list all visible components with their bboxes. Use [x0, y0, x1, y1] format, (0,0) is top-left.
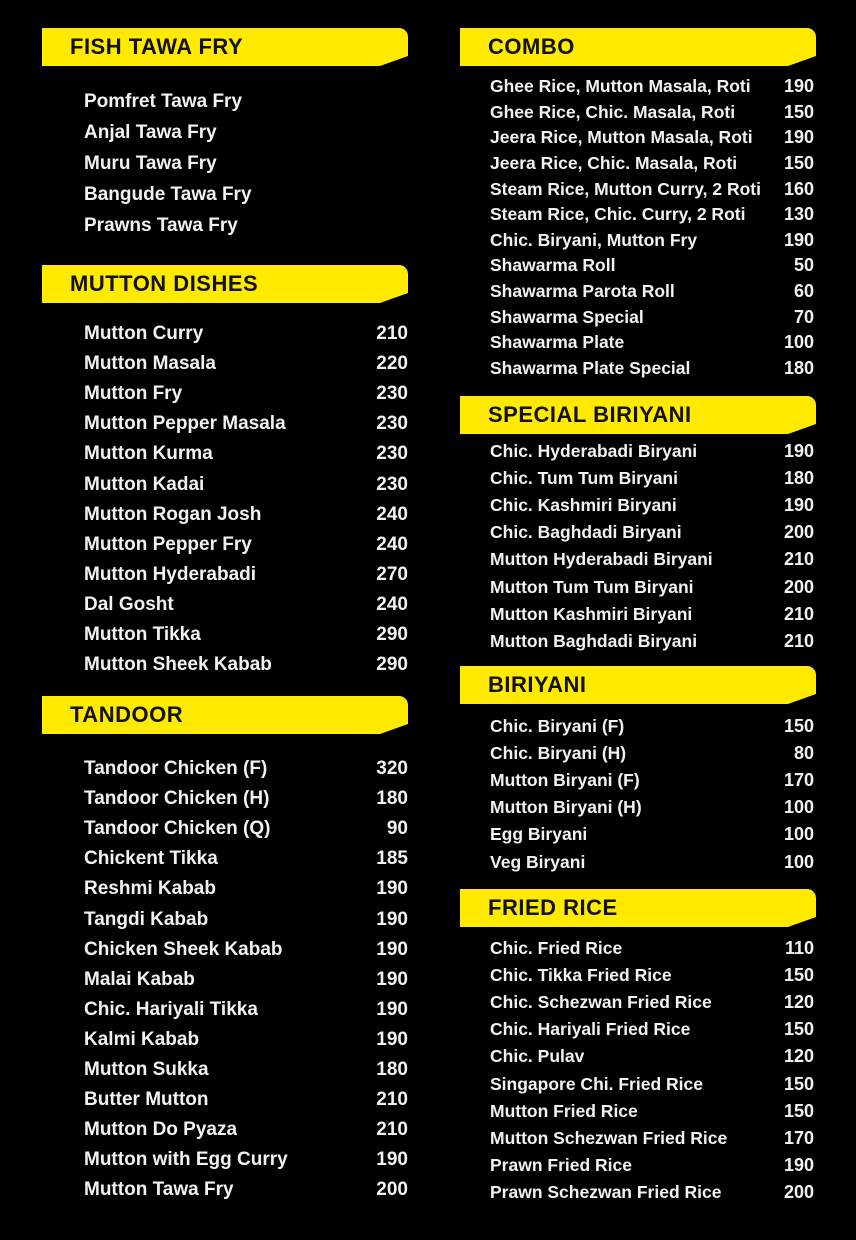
- menu-item: [42, 148, 408, 179]
- menu-item: [460, 100, 816, 126]
- menu-item-name: Mutton Pepper Fry: [84, 533, 252, 555]
- menu-item-name: Tandoor Chicken (F): [84, 758, 268, 780]
- menu-item-name: Chic. Tum Tum Biryani: [490, 468, 678, 489]
- menu-item-name: Tangdi Kabab: [84, 908, 209, 930]
- menu-item-price: 120: [783, 992, 814, 1013]
- menu-item: [42, 935, 408, 965]
- menu-item-price: 150: [783, 1100, 814, 1121]
- menu-item-price: 190: [783, 127, 814, 148]
- menu-item-price: 190: [783, 1154, 814, 1175]
- section-combo: [460, 28, 816, 381]
- menu-item-price: 150: [783, 101, 814, 122]
- menu-item: [460, 1016, 816, 1043]
- item-list: [460, 704, 816, 876]
- menu-item: [460, 1179, 816, 1206]
- menu-item: [460, 465, 816, 492]
- menu-item: [460, 202, 816, 228]
- menu-item: [460, 438, 816, 465]
- menu-item-name: Prawns Tawa Fry: [84, 215, 238, 237]
- menu-item-price: 190: [376, 908, 408, 930]
- menu-item-price: 150: [783, 716, 814, 737]
- section-title: SPECIAL BIRIYANI: [460, 396, 816, 434]
- menu-item-name: Jeera Rice, Chic. Masala, Roti: [490, 153, 738, 174]
- menu-item-price: 180: [376, 788, 408, 810]
- menu-item-price: 170: [783, 1127, 814, 1148]
- menu-item-name: Muru Tawa Fry: [84, 152, 217, 174]
- menu-item-price: 200: [376, 1179, 408, 1201]
- item-list: [42, 303, 408, 680]
- section-fish-tawa-fry: [42, 28, 408, 242]
- section-biriyani: [460, 666, 816, 876]
- menu-item-name: Chic. Hariyali Tikka: [84, 998, 258, 1020]
- menu-item: [42, 784, 408, 814]
- menu-item-price: 320: [376, 758, 408, 780]
- menu-item-name: Chic. Hyderabadi Biryani: [490, 441, 698, 462]
- menu-item: [460, 962, 816, 989]
- menu-item: [460, 1043, 816, 1070]
- menu-item: [42, 560, 408, 590]
- menu-item-name: Chic. Kashmiri Biryani: [490, 495, 677, 516]
- menu-item-name: Chic. Tikka Fried Rice: [490, 965, 672, 986]
- menu-item: [460, 74, 816, 100]
- menu-item-price: 220: [376, 353, 408, 375]
- menu-item-name: Tandoor Chicken (Q): [84, 818, 271, 840]
- menu-item: [42, 211, 408, 242]
- menu-item-name: Ghee Rice, Chic. Masala, Roti: [490, 101, 736, 122]
- menu-item-price: 90: [386, 818, 408, 840]
- menu-item: [42, 379, 408, 409]
- menu-item: [460, 1152, 816, 1179]
- menu-item-price: 190: [376, 938, 408, 960]
- menu-item: [460, 279, 816, 305]
- menu-item: [460, 125, 816, 151]
- menu-item-name: Jeera Rice, Mutton Masala, Roti: [490, 127, 753, 148]
- item-list: [460, 434, 816, 655]
- menu-item-name: Tandoor Chicken (H): [84, 788, 270, 810]
- menu-item: [460, 492, 816, 519]
- section-title: FISH TAWA FRY: [42, 28, 408, 66]
- menu-item-price: 70: [793, 306, 814, 327]
- menu-item-name: Kalmi Kabab: [84, 1028, 200, 1050]
- menu-item: [460, 628, 816, 655]
- menu-item-name: Mutton Fried Rice: [490, 1100, 638, 1121]
- section-title: BIRIYANI: [460, 666, 816, 704]
- menu-item-price: 270: [376, 563, 408, 585]
- menu-item: [460, 253, 816, 279]
- menu-item: [42, 349, 408, 379]
- menu-item-price: 150: [783, 153, 814, 174]
- menu-item-price: 200: [783, 1181, 814, 1202]
- menu-item-name: Mutton Curry: [84, 323, 204, 345]
- menu-item: [42, 469, 408, 499]
- menu-item-price: 120: [783, 1046, 814, 1067]
- menu-item-name: Mutton Biryani (H): [490, 797, 642, 818]
- menu-item-price: 190: [376, 968, 408, 990]
- menu-item-price: 230: [376, 413, 408, 435]
- menu-item-price: 60: [793, 281, 814, 302]
- menu-item-price: 230: [376, 383, 408, 405]
- menu-item-name: Butter Mutton: [84, 1089, 209, 1111]
- menu-item: [42, 319, 408, 349]
- menu-item-price: 230: [376, 443, 408, 465]
- menu-item: [460, 1125, 816, 1152]
- item-list: [460, 66, 816, 381]
- menu-item-name: Shawarma Roll: [490, 255, 616, 276]
- menu-item-name: Chic. Biryani, Mutton Fry: [490, 229, 698, 250]
- menu-item-price: 130: [783, 204, 814, 225]
- menu-item-name: Mutton Fry: [84, 383, 183, 405]
- menu-item-price: 100: [783, 332, 814, 353]
- menu-item: [460, 546, 816, 573]
- menu-item-price: 50: [793, 255, 814, 276]
- menu-item-price: 80: [793, 743, 814, 764]
- menu-item-name: Mutton Schezwan Fried Rice: [490, 1127, 728, 1148]
- menu-item: [460, 330, 816, 356]
- menu-item: [42, 1175, 408, 1205]
- menu-item: [42, 874, 408, 904]
- menu-item-name: Mutton Do Pyaza: [84, 1119, 238, 1141]
- menu-item: [460, 848, 816, 875]
- menu-item-price: 190: [376, 998, 408, 1020]
- menu-item-price: 100: [783, 851, 814, 872]
- menu-item-price: 210: [783, 603, 814, 624]
- menu-item-price: 190: [376, 1028, 408, 1050]
- menu-item: [42, 1055, 408, 1085]
- menu-item-price: 230: [376, 473, 408, 495]
- menu-item-price: 240: [376, 593, 408, 615]
- menu-item: [460, 304, 816, 330]
- menu-item: [42, 620, 408, 650]
- menu-item-price: 210: [783, 549, 814, 570]
- menu-item-price: 210: [376, 1119, 408, 1141]
- item-list: [460, 927, 816, 1206]
- section-special-biriyani: [460, 396, 816, 655]
- section-fried-rice: [460, 889, 816, 1206]
- menu-item: [42, 1115, 408, 1145]
- menu-item: [42, 904, 408, 934]
- menu-item-price: 190: [783, 229, 814, 250]
- menu-item-name: Chicken Sheek Kabab: [84, 938, 283, 960]
- menu-item-name: Mutton Masala: [84, 353, 216, 375]
- menu-item-name: Mutton Kadai: [84, 473, 205, 495]
- menu-item-name: Mutton Pepper Masala: [84, 413, 286, 435]
- menu-item: [42, 995, 408, 1025]
- menu-item-price: 150: [783, 965, 814, 986]
- menu-item-price: 290: [376, 654, 408, 676]
- section-title: TANDOOR: [42, 696, 408, 734]
- section-tandoor: [42, 696, 408, 1205]
- menu-item-name: Mutton Tikka: [84, 623, 201, 645]
- menu-item-price: 190: [783, 495, 814, 516]
- menu-item-name: Chic. Schezwan Fried Rice: [490, 992, 712, 1013]
- menu-item: [42, 180, 408, 211]
- menu-item-price: 100: [783, 824, 814, 845]
- menu-item: [460, 989, 816, 1016]
- section-title: COMBO: [460, 28, 816, 66]
- menu-item-name: Reshmi Kabab: [84, 878, 216, 900]
- menu-item: [460, 601, 816, 628]
- menu-item-name: Malai Kabab: [84, 968, 195, 990]
- menu-item: [460, 176, 816, 202]
- menu-item-price: 210: [376, 1089, 408, 1111]
- menu-item-name: Mutton Hyderabadi: [84, 563, 257, 585]
- menu-item-name: Egg Biryani: [490, 824, 588, 845]
- menu-item-price: 180: [783, 357, 814, 378]
- section-title: MUTTON DISHES: [42, 265, 408, 303]
- menu-item-price: 180: [783, 468, 814, 489]
- menu-item-name: Mutton with Egg Curry: [84, 1149, 288, 1171]
- menu-item-name: Bangude Tawa Fry: [84, 184, 252, 206]
- menu-item-name: Anjal Tawa Fry: [84, 121, 217, 143]
- menu-item: [42, 409, 408, 439]
- menu-item-price: 190: [376, 878, 408, 900]
- menu-item-price: 150: [783, 1073, 814, 1094]
- menu-item: [42, 86, 408, 117]
- menu-item: [42, 117, 408, 148]
- menu-item-name: Mutton Baghdadi Biryani: [490, 630, 698, 651]
- menu-item: [42, 754, 408, 784]
- menu-item-price: 190: [783, 441, 814, 462]
- menu-item: [460, 767, 816, 794]
- menu-item: [42, 650, 408, 680]
- menu-item-name: Shawarma Plate: [490, 332, 625, 353]
- menu-item: [460, 740, 816, 767]
- menu-item-name: Chickent Tikka: [84, 848, 218, 870]
- section-title: FRIED RICE: [460, 889, 816, 927]
- item-list: [42, 66, 408, 242]
- menu-item: [42, 500, 408, 530]
- menu-item-price: 210: [783, 630, 814, 651]
- menu-item: [460, 356, 816, 382]
- menu-item: [460, 228, 816, 254]
- menu-item: [460, 1098, 816, 1125]
- menu-item-price: 240: [376, 533, 408, 555]
- menu-item: [460, 713, 816, 740]
- menu-item-price: 190: [376, 1149, 408, 1171]
- menu-item: [460, 821, 816, 848]
- menu-item: [460, 573, 816, 600]
- menu-item: [460, 935, 816, 962]
- menu-item: [42, 844, 408, 874]
- menu-item-name: Chic. Pulav: [490, 1046, 585, 1067]
- menu-item-name: Chic. Biryani (H): [490, 743, 627, 764]
- menu-item-name: Mutton Tawa Fry: [84, 1179, 234, 1201]
- menu-item-price: 150: [783, 1019, 814, 1040]
- menu-item: [42, 1025, 408, 1055]
- menu-item: [460, 519, 816, 546]
- item-list: [42, 734, 408, 1205]
- menu-item-name: Shawarma Special: [490, 306, 644, 327]
- menu-item-name: Chic. Fried Rice: [490, 938, 623, 959]
- menu-item-price: 210: [376, 323, 408, 345]
- menu-item: [460, 151, 816, 177]
- menu-item-name: Prawn Schezwan Fried Rice: [490, 1181, 722, 1202]
- menu-item-name: Veg Biryani: [490, 851, 586, 872]
- menu-item-name: Shawarma Plate Special: [490, 357, 691, 378]
- menu-item-name: Mutton Tum Tum Biryani: [490, 576, 694, 597]
- menu-item-name: Mutton Kurma: [84, 443, 213, 465]
- menu-item: [42, 1145, 408, 1175]
- section-mutton-dishes: [42, 265, 408, 680]
- menu-item-name: Chic. Biryani (F): [490, 716, 625, 737]
- menu-item-price: 190: [783, 76, 814, 97]
- menu-item-price: 240: [376, 503, 408, 525]
- menu-item-name: Mutton Sheek Kabab: [84, 654, 272, 676]
- menu-item: [42, 814, 408, 844]
- menu-item-name: Singapore Chi. Fried Rice: [490, 1073, 703, 1094]
- menu-item: [460, 1070, 816, 1097]
- menu-item-price: 100: [783, 797, 814, 818]
- menu-item-name: Dal Gosht: [84, 593, 174, 615]
- menu-item: [42, 530, 408, 560]
- menu-item-price: 180: [376, 1058, 408, 1080]
- menu-item-name: Pomfret Tawa Fry: [84, 90, 243, 112]
- menu-item-name: Shawarma Parota Roll: [490, 281, 675, 302]
- menu-item-name: Steam Rice, Mutton Curry, 2 Roti: [490, 178, 761, 199]
- menu-item-name: Mutton Kashmiri Biryani: [490, 603, 693, 624]
- menu-item-price: 185: [376, 848, 408, 870]
- menu-item-price: 160: [783, 178, 814, 199]
- menu-item-name: Mutton Rogan Josh: [84, 503, 262, 525]
- menu-item-price: 200: [783, 522, 814, 543]
- menu-item-name: Steam Rice, Chic. Curry, 2 Roti: [490, 204, 746, 225]
- menu-item: [42, 965, 408, 995]
- menu-item: [460, 794, 816, 821]
- menu-item-name: Prawn Fried Rice: [490, 1154, 632, 1175]
- menu-item: [42, 439, 408, 469]
- menu-item-name: Mutton Sukka: [84, 1058, 209, 1080]
- menu-item-name: Mutton Biryani (F): [490, 770, 640, 791]
- menu-item-name: Mutton Hyderabadi Biryani: [490, 549, 713, 570]
- menu-item-price: 170: [783, 770, 814, 791]
- menu-item-name: Ghee Rice, Mutton Masala, Roti: [490, 76, 751, 97]
- menu-item-price: 110: [784, 938, 814, 959]
- menu-item-name: Chic. Hariyali Fried Rice: [490, 1019, 691, 1040]
- menu-item-name: Chic. Baghdadi Biryani: [490, 522, 682, 543]
- menu-item-price: 290: [376, 623, 408, 645]
- menu-item-price: 200: [783, 576, 814, 597]
- menu-item: [42, 590, 408, 620]
- menu-item: [42, 1085, 408, 1115]
